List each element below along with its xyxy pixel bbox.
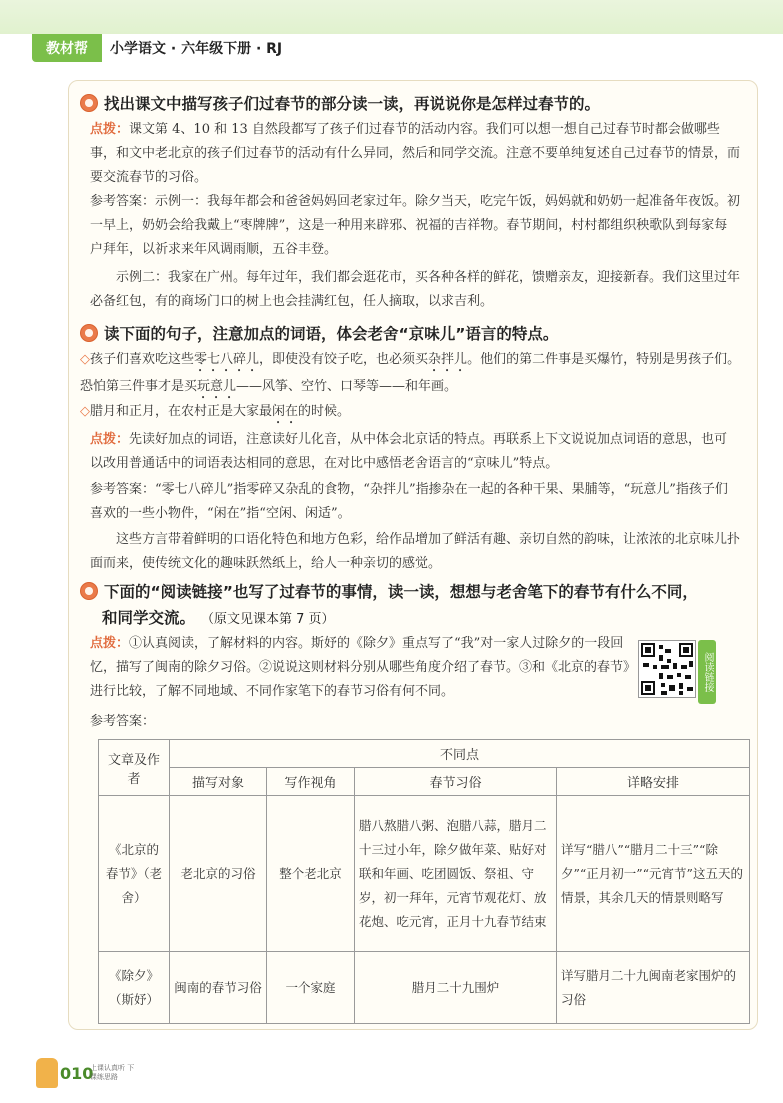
question-3-note: （原文见课本第 7 页） — [201, 612, 335, 627]
brand-tab: 教材帮 — [32, 34, 102, 62]
header-object: 描写对象 — [170, 768, 267, 796]
header-view: 写作视角 — [267, 768, 355, 796]
question-bullet-icon — [80, 582, 98, 600]
footer-note: 上课认真听 下课练思路 — [90, 1064, 135, 1081]
hint-label: 点拨： — [90, 636, 130, 651]
cell-object: 闽南的春节习俗 — [170, 952, 267, 1024]
q1-hint — [90, 118, 740, 190]
q2-hint — [90, 428, 740, 476]
dotted-word: 杂拌儿 — [428, 352, 468, 367]
table-header-row — [99, 740, 750, 768]
header-detail: 详略安排 — [557, 768, 750, 796]
page-number: 010 — [60, 1064, 94, 1083]
reading-link-tab[interactable]: 阅读链接 — [698, 640, 716, 704]
comparison-table — [98, 739, 750, 1024]
q3-hint-text: ①认真阅读，了解材料的内容。斯妤的《除夕》重点写了“我”对一家人过除夕的一段回忆，描写了闽南的除夕习俗。②说说这则材料分别从哪些角度介绍了春节。③和《北京的春节》进行比较，了解不同地域、不同作家笔下的春节习俗有何不同。 — [90, 636, 630, 699]
cell-custom: 腊月二十九围炉 — [355, 952, 557, 1024]
q1-hint-text: 课文第 4、10 和 13 自然段都写了孩子们过春节的活动内容。我们可以想一想自己过春节时都会做哪些事，和文中老北京的孩子们过春节的活动有什么异同，然后和同学交流。注意不要单纯复述自己过春节的情景，而要交流春节的习俗。 — [90, 122, 741, 185]
diamond-bullet-icon: ◇ — [80, 404, 90, 419]
sentence-text: ——风筝、空竹、口琴等——和年画。 — [236, 379, 458, 394]
q1-answer-2: 示例二：我家在广州。每年过年，我们都会逛花市，买各种各样的鲜花，馈赠亲友，迎接新春。我们这里过年必备红包，有的商场门口的树上也会挂满红包，任人摘取，以求吉利。 — [90, 270, 741, 309]
cell-article: 《除夕》（斯妤） — [99, 952, 170, 1024]
header-custom: 春节习俗 — [355, 768, 557, 796]
question-1-text: 找出课文中描写孩子们过春节的部分读一读，再说说你是怎样过春节的。 — [104, 95, 601, 113]
question-2-text: 读下面的句子，注意加点的词语，体会老舍“京味儿”语言的特点。 — [104, 325, 559, 343]
sentence-text: 。他们的第二件事是买爆竹，特别是男孩子们。恐怕第三件事才是买 — [80, 352, 741, 394]
question-bullet-icon — [80, 94, 98, 112]
cell-custom: 腊八熬腊八粥、泡腊八蒜，腊月二十三过小年，除夕做年菜、贴好对联和年画、吃团圆饭、祭祖、守岁，初一拜年，元宵节观花灯、放花炮、吃元宵，正月十九春节结束 — [355, 796, 557, 952]
q2-sentence-2 — [80, 400, 742, 427]
cell-article: 《北京的春节》（老舍） — [99, 796, 170, 952]
dotted-word: 闲在 — [272, 404, 299, 419]
qr-code-icon — [639, 641, 695, 697]
dotted-word: 零七八碎儿 — [194, 352, 260, 367]
diamond-bullet-icon: ◇ — [80, 352, 90, 367]
dotted-word: 玩意儿 — [197, 379, 237, 394]
sentence-text: 孩子们喜欢吃这些 — [90, 352, 195, 367]
question-3-text-1: 下面的“阅读链接”也写了过春节的事情，读一读，想想与老舍笔下的春节有什么不同， — [104, 583, 698, 601]
question-bullet-icon — [80, 324, 98, 342]
q3-hint — [90, 632, 630, 704]
question-2 — [80, 322, 558, 344]
header-article: 文章及作者 — [99, 740, 170, 796]
question-1 — [80, 92, 600, 114]
sentence-text: ，即使没有饺子吃，也必须买 — [259, 352, 429, 367]
hint-label: 点拨： — [90, 432, 130, 447]
q2-sentence-1 — [80, 348, 742, 402]
table-row — [99, 796, 750, 952]
table-row — [99, 952, 750, 1024]
cell-detail: 详写“腊八”“腊月二十三”“除夕”“正月初一”“元宵节”这五天的情景，其余几天的情景则略写 — [557, 796, 750, 952]
table-subheader-row — [99, 768, 750, 796]
q1-answer-1: 参考答案：示例一：我每年都会和爸爸妈妈回老家过年。除夕当天，吃完午饭，妈妈就和奶奶一起准备年夜饭。初一早上，奶奶会给我戴上“枣牌牌”，这是一种用来辟邪、祝福的吉祥物。春节期间，村村都组织秧歌队到每家每户拜年，以祈求来年风调雨顺，五谷丰登。 — [90, 194, 741, 257]
q3-answer-label: 参考答案： — [90, 714, 156, 729]
header-diff: 不同点 — [170, 740, 750, 768]
book-title: 小学语文 · 六年级下册 · RJ — [110, 41, 283, 57]
q2-hint-text: 先读好加点的词语，注意读好儿化音，从中体会北京话的特点。再联系上下文说说加点词语的意思，也可以改用普通话中的词语表达相同的意思，在对比中感悟老舍语言的“京味儿”特点。 — [90, 432, 728, 471]
mascot-icon — [36, 1058, 58, 1088]
sentence-text: 的时候。 — [298, 404, 351, 419]
cell-object: 老北京的习俗 — [170, 796, 267, 952]
cell-view: 整个老北京 — [267, 796, 355, 952]
cell-view: 一个家庭 — [267, 952, 355, 1024]
q2-answer-1: 参考答案：“零七八碎儿”指零碎又杂乱的食物，“杂拌儿”指掺杂在一起的各种干果、果脯等，“玩意儿”指孩子们喜欢的一些小物件，“闲在”指“空闲、闲适”。 — [90, 482, 728, 521]
hint-label: 点拨： — [90, 122, 130, 137]
sentence-text: 腊月和正月，在农村正是大家最 — [90, 404, 273, 419]
question-3 — [80, 580, 698, 602]
question-3-text-2: 和同学交流。 — [102, 609, 196, 627]
cell-detail: 详写腊月二十九闽南老家围炉的习俗 — [557, 952, 750, 1024]
question-3-line-2 — [102, 606, 335, 628]
q2-answer-2: 这些方言带着鲜明的口语化特色和地方色彩，给作品增加了鲜活有趣、亲切自然的韵味，让浓浓的北京味儿扑面而来，使传统文化的趣味跃然纸上，给人一种亲切的感觉。 — [90, 532, 741, 571]
qr-code[interactable] — [638, 640, 696, 698]
